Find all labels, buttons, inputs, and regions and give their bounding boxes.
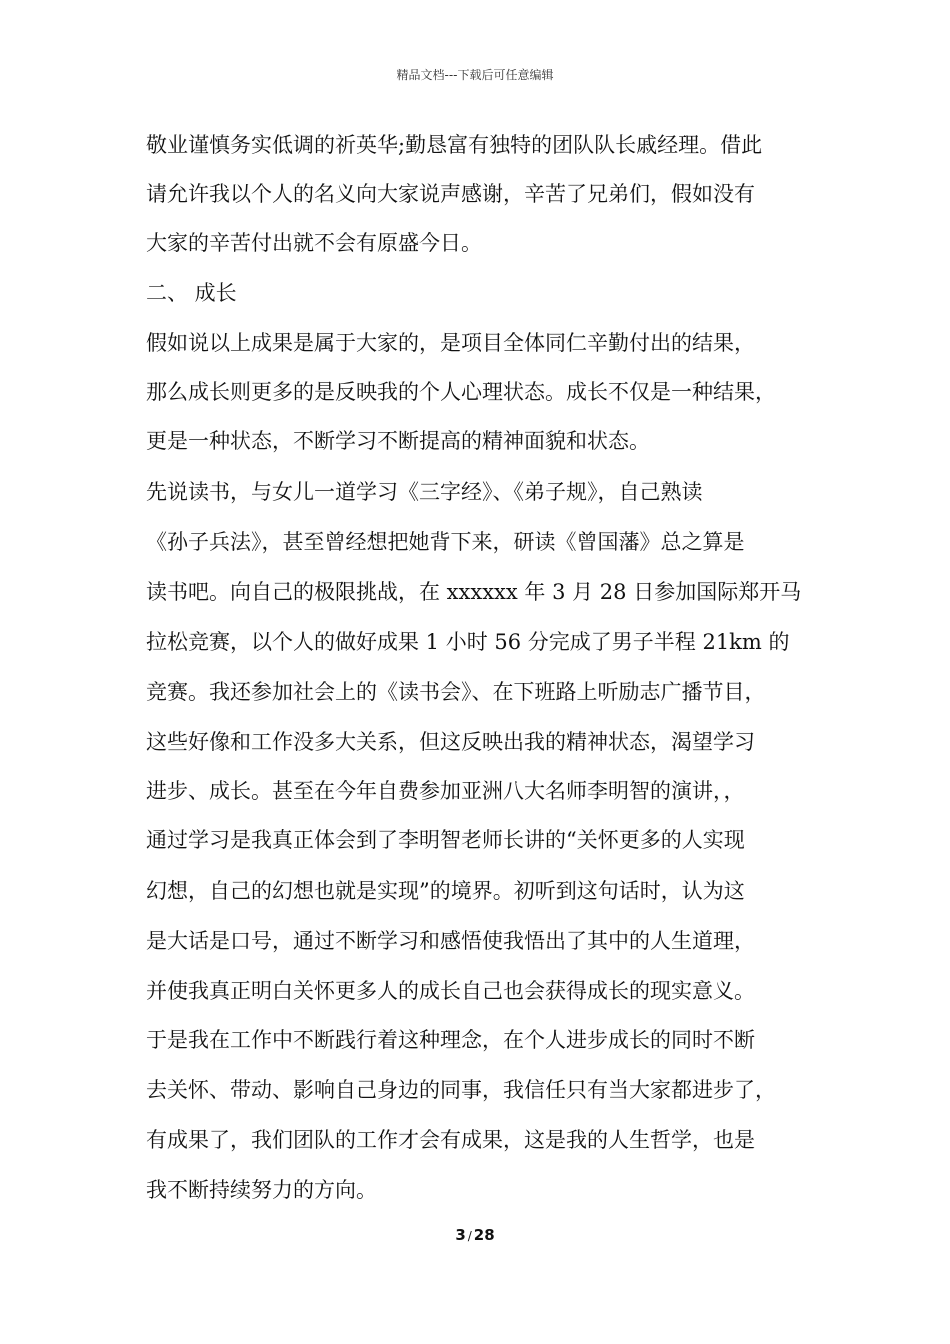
text-line: 通过学习是我真正体会到了李明智老师长讲的“关怀更多的人实现 <box>146 828 745 852</box>
text-line: 那么成长则更多的是反映我的个人心理状态。成长不仅是一种结果， <box>146 380 776 404</box>
text-line: 这些好像和工作没多大关系，但这反映出我的精神状态，渴望学习 <box>146 730 755 754</box>
text-line: 敬业谨慎务实低调的祈英华;勤恳富有独特的团队队长戚经理。借此 <box>146 133 763 157</box>
text-line: 是大话是口号，通过不断学习和感悟使我悟出了其中的人生道理， <box>146 929 755 953</box>
page-separator: / <box>467 1229 472 1243</box>
text-line: 读书吧。向自己的极限挑战，在 xxxxxx 年 3 月 28 日参加国际郑开马 <box>146 580 802 604</box>
text-line: 并使我真正明白关怀更多人的成长自己也会获得成长的现实意义。 <box>146 979 755 1003</box>
text-line: 拉松竞赛，以个人的做好成果 1 小时 56 分完成了男子半程 21km 的 <box>146 630 790 654</box>
current-page: 3 <box>455 1226 466 1244</box>
text-line: 幻想，自己的幻想也就是实现”的境界。初听到这句话时，认为这 <box>146 879 745 903</box>
total-pages: 28 <box>473 1226 495 1244</box>
page-number <box>0 1226 950 1244</box>
text-line: 进步、成长。甚至在今年自费参加亚洲八大名师李明智的演讲，， <box>146 779 745 803</box>
text-line: 《孙子兵法》，甚至曾经想把她背下来，研读《曾国藩》总之算是 <box>146 530 745 554</box>
text-line: 大家的辛苦付出就不会有原盛今日。 <box>146 231 482 255</box>
text-line: 竞赛。我还参加社会上的《读书会》、在下班路上听励志广播节目， <box>146 680 766 704</box>
page-header: 精品文档---下载后可任意编辑 <box>396 68 554 82</box>
section-heading: 二、 成长 <box>146 281 237 305</box>
text-line: 有成果了，我们团队的工作才会有成果，这是我的人生哲学，也是 <box>146 1128 755 1152</box>
text-line: 请允许我以个人的名义向大家说声感谢，辛苦了兄弟们，假如没有 <box>146 182 755 206</box>
text-line: 去关怀、带动、影响自己身边的同事，我信任只有当大家都进步了， <box>146 1078 776 1102</box>
text-line: 先说读书，与女儿一道学习《三字经》、《弟子规》，自己熟读 <box>146 480 703 504</box>
text-line: 我不断持续努力的方向。 <box>146 1178 377 1202</box>
text-line: 假如说以上成果是属于大家的，是项目全体同仁辛勤付出的结果， <box>146 331 755 355</box>
text-line: 于是我在工作中不断践行着这种理念，在个人进步成长的同时不断 <box>146 1028 755 1052</box>
text-line: 更是一种状态，不断学习不断提高的精神面貌和状态。 <box>146 429 650 453</box>
